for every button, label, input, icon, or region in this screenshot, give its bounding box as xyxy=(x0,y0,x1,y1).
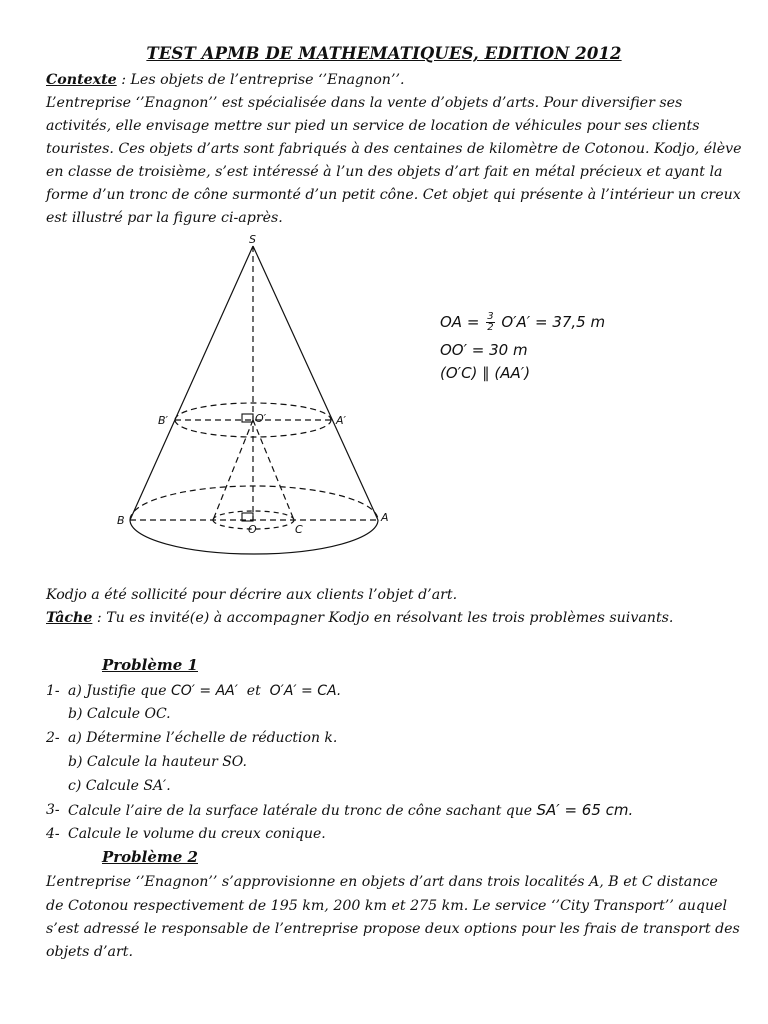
context-line: est illustré par la figure ci-après. xyxy=(46,210,283,226)
cone-right-edge xyxy=(253,246,378,520)
q3-number: 3- xyxy=(46,802,60,818)
context-line: touristes. Ces objets d’arts sont fabriqués à des centaines de kilomètre de Cotonou. Kodjo, élève xyxy=(46,141,742,157)
page-title: TEST APMB DE MATHEMATIQUES, EDITION 2012 xyxy=(146,44,622,63)
problem-2-heading: Problème 2 xyxy=(102,848,198,866)
fraction-denominator: 2 xyxy=(487,322,494,333)
context-intro: Les objets de l’entreprise ‘’Enagnon’’. xyxy=(130,72,405,88)
label-C: C xyxy=(295,523,303,536)
q3-eq: SA′ = 65 cm. xyxy=(536,801,634,819)
label-S: S xyxy=(249,233,256,246)
label-B-prime: B′ xyxy=(158,414,169,427)
context-line: L’entreprise ‘’Enagnon’’ est spécialisée dans la vente d’objets d’arts. Pour diversifier ses xyxy=(46,95,683,111)
q3-text: Calcule l’aire de la surface latérale du tronc de cône sachant que xyxy=(68,803,537,819)
context-intro-line xyxy=(46,72,404,88)
given-line-3: (O′C) ∥ (AA′) xyxy=(440,364,531,382)
cone-figure xyxy=(100,228,410,558)
task-text: Tu es invité(e) à accompagner Kodjo en résolvant les trois problèmes suivants. xyxy=(106,610,674,626)
q1a-mid: et xyxy=(237,683,270,699)
base-ellipse-back xyxy=(130,486,378,520)
q1b: b) Calcule OC. xyxy=(68,706,171,722)
context-line: activités, elle envisage mettre sur pied un service de location de véhicules pour ses clients xyxy=(46,118,700,134)
kodjo-line: Kodjo a été sollicité pour décrire aux clients l’objet d’art. xyxy=(46,587,458,603)
label-O: O xyxy=(248,523,257,536)
problem-2-line: L’entreprise ‘’Enagnon’’ s’approvisionne en objets d’art dans trois localités A, B et C distance xyxy=(46,874,718,890)
label-O-prime: O′ xyxy=(255,412,267,425)
label-A-prime: A′ xyxy=(336,414,347,427)
q2b: b) Calcule la hauteur SO. xyxy=(68,754,247,770)
q1a-eq2: O′A′ = CA. xyxy=(269,683,342,699)
given-line-2: OO′ = 30 m xyxy=(440,341,528,359)
given-oa: OA = xyxy=(440,313,485,331)
context-label: Contexte xyxy=(46,72,117,88)
q1a-text: a) Justifie que xyxy=(68,683,171,699)
given-oa-value: O′A′ = 37,5 m xyxy=(496,313,606,331)
context-line: forme d’un tronc de cône surmonté d’un petit cône. Cet objet qui présente à l’intérieur un creux xyxy=(46,187,741,203)
q2c: c) Calcule SA′. xyxy=(68,778,171,794)
q1-number: 1- xyxy=(46,683,60,699)
task-label: Tâche xyxy=(46,610,93,626)
q2a: a) Détermine l’échelle de réduction k. xyxy=(68,730,338,746)
q4-number: 4- xyxy=(46,826,60,842)
problem-1-heading: Problème 1 xyxy=(102,656,198,674)
cone-left-edge xyxy=(130,246,253,520)
context-sep: : xyxy=(116,72,131,88)
label-B: B xyxy=(117,514,125,527)
task-line xyxy=(46,610,673,626)
problem-2-line: s’est adressé le responsable de l’entreprise propose deux options pour les frais de transport des xyxy=(46,921,740,937)
fraction xyxy=(486,312,494,333)
given-line-1 xyxy=(440,312,605,333)
problem-2-line: de Cotonou respectivement de 195 km, 200 km et 275 km. Le service ‘’City Transport’’ auquel xyxy=(46,898,728,914)
q1a xyxy=(68,683,341,699)
hollow-cone-left xyxy=(213,420,253,520)
label-A: A xyxy=(381,511,389,524)
q2-number: 2- xyxy=(46,730,60,746)
hollow-cone-right xyxy=(253,420,294,520)
q3 xyxy=(68,802,633,819)
fraction-numerator: 3 xyxy=(487,311,494,322)
q1a-eq1: CO′ = AA′ xyxy=(170,683,238,699)
context-line: en classe de troisième, s’est intéressé à l’un des objets d’art fait en métal précieux et ayant la xyxy=(46,164,723,180)
task-sep: : xyxy=(92,610,107,626)
q4: Calcule le volume du creux conique. xyxy=(68,826,326,842)
right-angle-mark-O-prime xyxy=(242,414,253,422)
problem-2-line: objets d’art. xyxy=(46,944,133,960)
